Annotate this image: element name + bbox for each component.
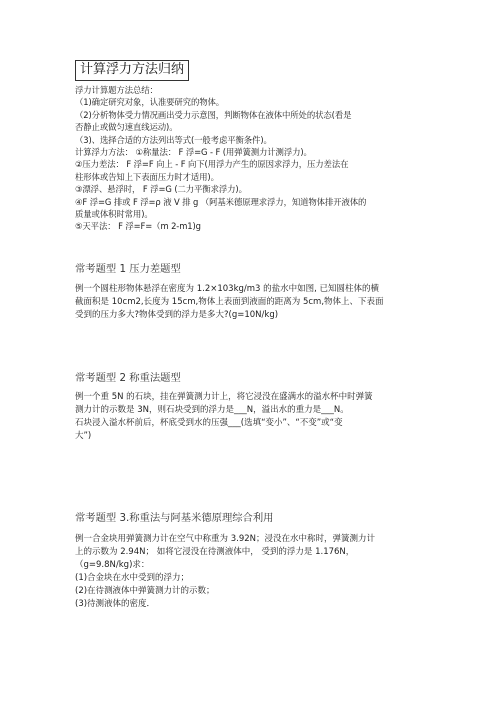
section-1-body (75, 283, 445, 322)
summary-line: 柱形体或告知上下表面压力时才适用)。 (75, 171, 219, 182)
paragraph-line: 例一合金块用弹簧测力计在空气中称重为 3.92N；浸没在水中称时，弹簧测力计 (75, 534, 375, 544)
summary-line: 否静止或做匀速直线运动)。 (75, 122, 178, 133)
paragraph-line: 例一个重 5N 的石块，挂在弹簧测力计上，将它浸没在盛满水的溢水杯中时弹簧 (75, 392, 373, 402)
summary-line: ③漂浮、悬浮时， F 浮=G (二力平衡求浮力)。 (75, 184, 247, 195)
summary-line: 计算浮力方法： ①称量法： F 浮=G - F (用弹簧测力计测浮力)。 (75, 147, 312, 158)
summary-block (75, 84, 440, 233)
section-3-heading: 常考题型 3.称重法与阿基米德原理综合利用 (75, 512, 274, 524)
document-title: 计算浮力方法归纳 (75, 60, 189, 81)
summary-line: ⑤天平法： F 浮=F=（m 2-m1)g (75, 221, 201, 232)
paragraph-line: 测力计的示数是 3N，则石块受到的浮力是___N，溢出水的重力是___N。 (75, 405, 349, 415)
paragraph-line: (2)在待测液体中弹簧测力计的示数； (75, 586, 215, 596)
summary-line: （2)分析物体受力情况画出受力示意图，判断物体在液体中所处的状态(看是 (75, 109, 352, 120)
paragraph-line: 截面积是 10cm2,长度为 15cm,物体上表面到液面的距离为 5cm,物体上、下表面 (75, 297, 384, 307)
paragraph-line: 例一个圆柱形物体悬浮在密度为 1.2×103kg/m3 的盐水中如图, 已知圆柱体的横 (75, 284, 380, 294)
section-3-body (75, 533, 445, 611)
summary-line: ④F 浮=G 排或 F 浮=ρ 液 V 排 g （阿基米德原理求浮力，知道物体排开液体的 (75, 196, 367, 207)
paragraph-line: (3)待测液体的密度． (75, 599, 156, 609)
section-2-body (75, 391, 445, 443)
summary-line: 浮力计算题方法总结： (75, 85, 158, 95)
section-1-heading: 常考题型 1 压力差题型 (75, 263, 181, 275)
section-2-heading: 常考题型 2 称重法题型 (75, 372, 181, 384)
summary-line: 质量或体积时常用)。 (75, 209, 153, 220)
paragraph-line: (1)合金块在水中受到的浮力； (75, 573, 190, 583)
paragraph-line: （g=9.8N/kg)求： (75, 560, 150, 570)
paragraph-line: 大”) (75, 431, 92, 441)
summary-line: ②压力差法： F 浮=F 向上 - F 向下(用浮力产生的原因求浮力，压力差法在 (75, 159, 349, 170)
summary-line: （1)确定研究对象，认准要研究的物体。 (75, 97, 225, 108)
paragraph-line: 石块浸入溢水杯前后，杯底受到水的压强___(选填“变小”、“不变”或“变 (75, 418, 343, 428)
summary-line: （3)、选择合适的方法列出等式(一般考虑平衡条件)。 (75, 134, 272, 145)
paragraph-line: 上的示数为 2.94N； 如将它浸没在待测液体中， 受到的浮力是 1.176N， (75, 547, 355, 557)
paragraph-line: 受到的压力多大?物体受到的浮力是多大?(g=10N/kg) (75, 310, 279, 320)
